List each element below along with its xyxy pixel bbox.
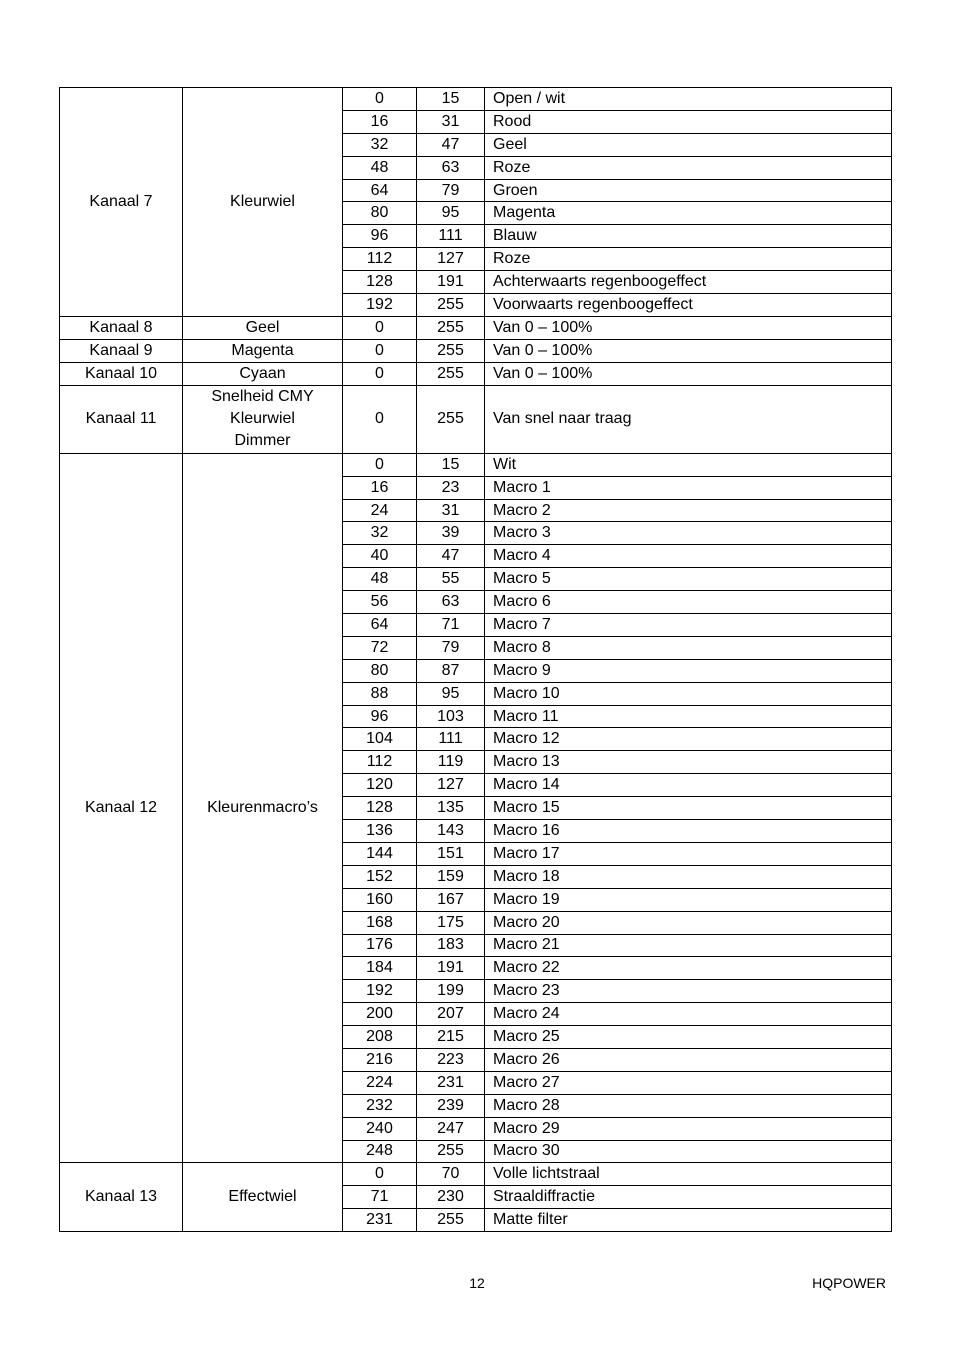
description-cell: Macro 25 bbox=[485, 1026, 892, 1049]
description-cell: Macro 16 bbox=[485, 820, 892, 843]
description-cell: Macro 10 bbox=[485, 682, 892, 705]
table-row bbox=[60, 453, 892, 476]
description-cell: Matte filter bbox=[485, 1209, 892, 1232]
description-cell: Macro 22 bbox=[485, 957, 892, 980]
range-from-cell: 80 bbox=[343, 659, 417, 682]
description-cell: Macro 11 bbox=[485, 705, 892, 728]
range-to-cell: 239 bbox=[417, 1094, 485, 1117]
range-to-cell: 111 bbox=[417, 728, 485, 751]
range-from-cell: 144 bbox=[343, 842, 417, 865]
range-to-cell: 255 bbox=[417, 385, 485, 453]
range-from-cell: 104 bbox=[343, 728, 417, 751]
range-from-cell: 88 bbox=[343, 682, 417, 705]
description-cell: Macro 7 bbox=[485, 614, 892, 637]
range-to-cell: 39 bbox=[417, 522, 485, 545]
channel-cell: Kanaal 9 bbox=[60, 339, 183, 362]
range-from-cell: 80 bbox=[343, 202, 417, 225]
range-from-cell: 0 bbox=[343, 453, 417, 476]
range-to-cell: 63 bbox=[417, 591, 485, 614]
range-to-cell: 23 bbox=[417, 476, 485, 499]
range-from-cell: 248 bbox=[343, 1140, 417, 1163]
range-to-cell: 111 bbox=[417, 225, 485, 248]
function-cell: Magenta bbox=[183, 339, 343, 362]
range-from-cell: 128 bbox=[343, 797, 417, 820]
description-cell: Rood bbox=[485, 110, 892, 133]
table-row bbox=[60, 339, 892, 362]
range-from-cell: 192 bbox=[343, 980, 417, 1003]
function-cell bbox=[183, 385, 343, 453]
range-from-cell: 112 bbox=[343, 248, 417, 271]
function-cell: Effectwiel bbox=[183, 1163, 343, 1232]
table-row bbox=[60, 362, 892, 385]
range-to-cell: 127 bbox=[417, 248, 485, 271]
channel-cell: Kanaal 12 bbox=[60, 453, 183, 1163]
range-from-cell: 48 bbox=[343, 568, 417, 591]
range-to-cell: 31 bbox=[417, 110, 485, 133]
channel-cell: Kanaal 11 bbox=[60, 385, 183, 453]
description-cell: Van 0 – 100% bbox=[485, 316, 892, 339]
range-to-cell: 175 bbox=[417, 911, 485, 934]
range-from-cell: 32 bbox=[343, 522, 417, 545]
description-cell: Macro 20 bbox=[485, 911, 892, 934]
range-to-cell: 95 bbox=[417, 202, 485, 225]
range-from-cell: 56 bbox=[343, 591, 417, 614]
dmx-channel-table-container bbox=[59, 87, 891, 1232]
range-from-cell: 192 bbox=[343, 294, 417, 317]
range-from-cell: 71 bbox=[343, 1186, 417, 1209]
range-to-cell: 255 bbox=[417, 1209, 485, 1232]
range-to-cell: 255 bbox=[417, 339, 485, 362]
range-from-cell: 176 bbox=[343, 934, 417, 957]
description-cell: Macro 29 bbox=[485, 1117, 892, 1140]
page-number: 12 bbox=[469, 1275, 485, 1291]
range-to-cell: 47 bbox=[417, 133, 485, 156]
range-to-cell: 103 bbox=[417, 705, 485, 728]
range-to-cell: 230 bbox=[417, 1186, 485, 1209]
range-to-cell: 167 bbox=[417, 888, 485, 911]
function-cell: Cyaan bbox=[183, 362, 343, 385]
description-cell: Macro 19 bbox=[485, 888, 892, 911]
range-to-cell: 255 bbox=[417, 1140, 485, 1163]
range-to-cell: 15 bbox=[417, 453, 485, 476]
description-cell: Roze bbox=[485, 248, 892, 271]
range-from-cell: 48 bbox=[343, 156, 417, 179]
description-cell: Macro 23 bbox=[485, 980, 892, 1003]
channel-cell: Kanaal 13 bbox=[60, 1163, 183, 1232]
description-cell: Macro 2 bbox=[485, 499, 892, 522]
range-from-cell: 120 bbox=[343, 774, 417, 797]
function-cell: Kleurenmacro’s bbox=[183, 453, 343, 1163]
dmx-channel-table bbox=[59, 87, 892, 1232]
range-from-cell: 16 bbox=[343, 110, 417, 133]
range-from-cell: 40 bbox=[343, 545, 417, 568]
range-from-cell: 136 bbox=[343, 820, 417, 843]
range-from-cell: 0 bbox=[343, 385, 417, 453]
range-to-cell: 215 bbox=[417, 1026, 485, 1049]
description-cell: Macro 27 bbox=[485, 1071, 892, 1094]
description-cell: Macro 4 bbox=[485, 545, 892, 568]
range-to-cell: 15 bbox=[417, 88, 485, 111]
range-from-cell: 32 bbox=[343, 133, 417, 156]
description-cell: Macro 3 bbox=[485, 522, 892, 545]
description-cell: Van 0 – 100% bbox=[485, 362, 892, 385]
range-to-cell: 255 bbox=[417, 316, 485, 339]
description-cell: Macro 15 bbox=[485, 797, 892, 820]
range-from-cell: 24 bbox=[343, 499, 417, 522]
description-cell: Macro 6 bbox=[485, 591, 892, 614]
description-cell: Blauw bbox=[485, 225, 892, 248]
range-to-cell: 159 bbox=[417, 865, 485, 888]
range-from-cell: 168 bbox=[343, 911, 417, 934]
description-cell: Macro 17 bbox=[485, 842, 892, 865]
function-line: Snelheid CMY bbox=[211, 387, 314, 405]
table-row bbox=[60, 316, 892, 339]
description-cell: Macro 28 bbox=[485, 1094, 892, 1117]
range-to-cell: 207 bbox=[417, 1003, 485, 1026]
function-line: Kleurwiel bbox=[230, 409, 295, 427]
range-to-cell: 63 bbox=[417, 156, 485, 179]
range-to-cell: 143 bbox=[417, 820, 485, 843]
range-to-cell: 247 bbox=[417, 1117, 485, 1140]
range-from-cell: 208 bbox=[343, 1026, 417, 1049]
function-line: Dimmer bbox=[234, 432, 291, 450]
range-to-cell: 135 bbox=[417, 797, 485, 820]
table-row bbox=[60, 88, 892, 111]
description-cell: Macro 26 bbox=[485, 1048, 892, 1071]
channel-cell: Kanaal 8 bbox=[60, 316, 183, 339]
description-cell: Macro 8 bbox=[485, 636, 892, 659]
range-from-cell: 0 bbox=[343, 316, 417, 339]
range-to-cell: 70 bbox=[417, 1163, 485, 1186]
range-from-cell: 0 bbox=[343, 362, 417, 385]
range-from-cell: 152 bbox=[343, 865, 417, 888]
description-cell: Van snel naar traag bbox=[485, 385, 892, 453]
range-to-cell: 183 bbox=[417, 934, 485, 957]
range-from-cell: 64 bbox=[343, 179, 417, 202]
description-cell: Macro 5 bbox=[485, 568, 892, 591]
table-row bbox=[60, 1163, 892, 1186]
description-cell: Volle lichtstraal bbox=[485, 1163, 892, 1186]
range-to-cell: 231 bbox=[417, 1071, 485, 1094]
range-to-cell: 95 bbox=[417, 682, 485, 705]
channel-cell: Kanaal 10 bbox=[60, 362, 183, 385]
range-to-cell: 255 bbox=[417, 294, 485, 317]
range-to-cell: 191 bbox=[417, 271, 485, 294]
range-to-cell: 47 bbox=[417, 545, 485, 568]
description-cell: Macro 24 bbox=[485, 1003, 892, 1026]
range-from-cell: 0 bbox=[343, 339, 417, 362]
range-to-cell: 119 bbox=[417, 751, 485, 774]
range-from-cell: 224 bbox=[343, 1071, 417, 1094]
range-to-cell: 79 bbox=[417, 179, 485, 202]
range-from-cell: 184 bbox=[343, 957, 417, 980]
description-cell: Macro 21 bbox=[485, 934, 892, 957]
description-cell: Roze bbox=[485, 156, 892, 179]
range-from-cell: 72 bbox=[343, 636, 417, 659]
description-cell: Macro 18 bbox=[485, 865, 892, 888]
description-cell: Achterwaarts regenboogeffect bbox=[485, 271, 892, 294]
range-to-cell: 199 bbox=[417, 980, 485, 1003]
range-to-cell: 223 bbox=[417, 1048, 485, 1071]
range-from-cell: 0 bbox=[343, 88, 417, 111]
range-from-cell: 64 bbox=[343, 614, 417, 637]
table-row bbox=[60, 385, 892, 453]
range-to-cell: 31 bbox=[417, 499, 485, 522]
range-from-cell: 200 bbox=[343, 1003, 417, 1026]
range-from-cell: 160 bbox=[343, 888, 417, 911]
description-cell: Macro 1 bbox=[485, 476, 892, 499]
range-to-cell: 87 bbox=[417, 659, 485, 682]
description-cell: Macro 9 bbox=[485, 659, 892, 682]
description-cell: Magenta bbox=[485, 202, 892, 225]
range-to-cell: 55 bbox=[417, 568, 485, 591]
range-to-cell: 191 bbox=[417, 957, 485, 980]
channel-cell: Kanaal 7 bbox=[60, 88, 183, 317]
range-to-cell: 127 bbox=[417, 774, 485, 797]
range-from-cell: 112 bbox=[343, 751, 417, 774]
description-cell: Macro 12 bbox=[485, 728, 892, 751]
description-cell: Groen bbox=[485, 179, 892, 202]
range-from-cell: 0 bbox=[343, 1163, 417, 1186]
description-cell: Macro 14 bbox=[485, 774, 892, 797]
description-cell: Macro 13 bbox=[485, 751, 892, 774]
description-cell: Macro 30 bbox=[485, 1140, 892, 1163]
description-cell: Van 0 – 100% bbox=[485, 339, 892, 362]
description-cell: Wit bbox=[485, 453, 892, 476]
range-from-cell: 16 bbox=[343, 476, 417, 499]
range-from-cell: 128 bbox=[343, 271, 417, 294]
range-to-cell: 71 bbox=[417, 614, 485, 637]
function-cell: Kleurwiel bbox=[183, 88, 343, 317]
brand-name: HQPOWER bbox=[812, 1275, 886, 1291]
range-from-cell: 216 bbox=[343, 1048, 417, 1071]
description-cell: Voorwaarts regenboogeffect bbox=[485, 294, 892, 317]
range-from-cell: 96 bbox=[343, 705, 417, 728]
range-to-cell: 151 bbox=[417, 842, 485, 865]
range-from-cell: 240 bbox=[343, 1117, 417, 1140]
range-to-cell: 255 bbox=[417, 362, 485, 385]
description-cell: Straaldiffractie bbox=[485, 1186, 892, 1209]
range-from-cell: 96 bbox=[343, 225, 417, 248]
range-to-cell: 79 bbox=[417, 636, 485, 659]
description-cell: Geel bbox=[485, 133, 892, 156]
description-cell: Open / wit bbox=[485, 88, 892, 111]
range-from-cell: 231 bbox=[343, 1209, 417, 1232]
range-from-cell: 232 bbox=[343, 1094, 417, 1117]
function-cell: Geel bbox=[183, 316, 343, 339]
